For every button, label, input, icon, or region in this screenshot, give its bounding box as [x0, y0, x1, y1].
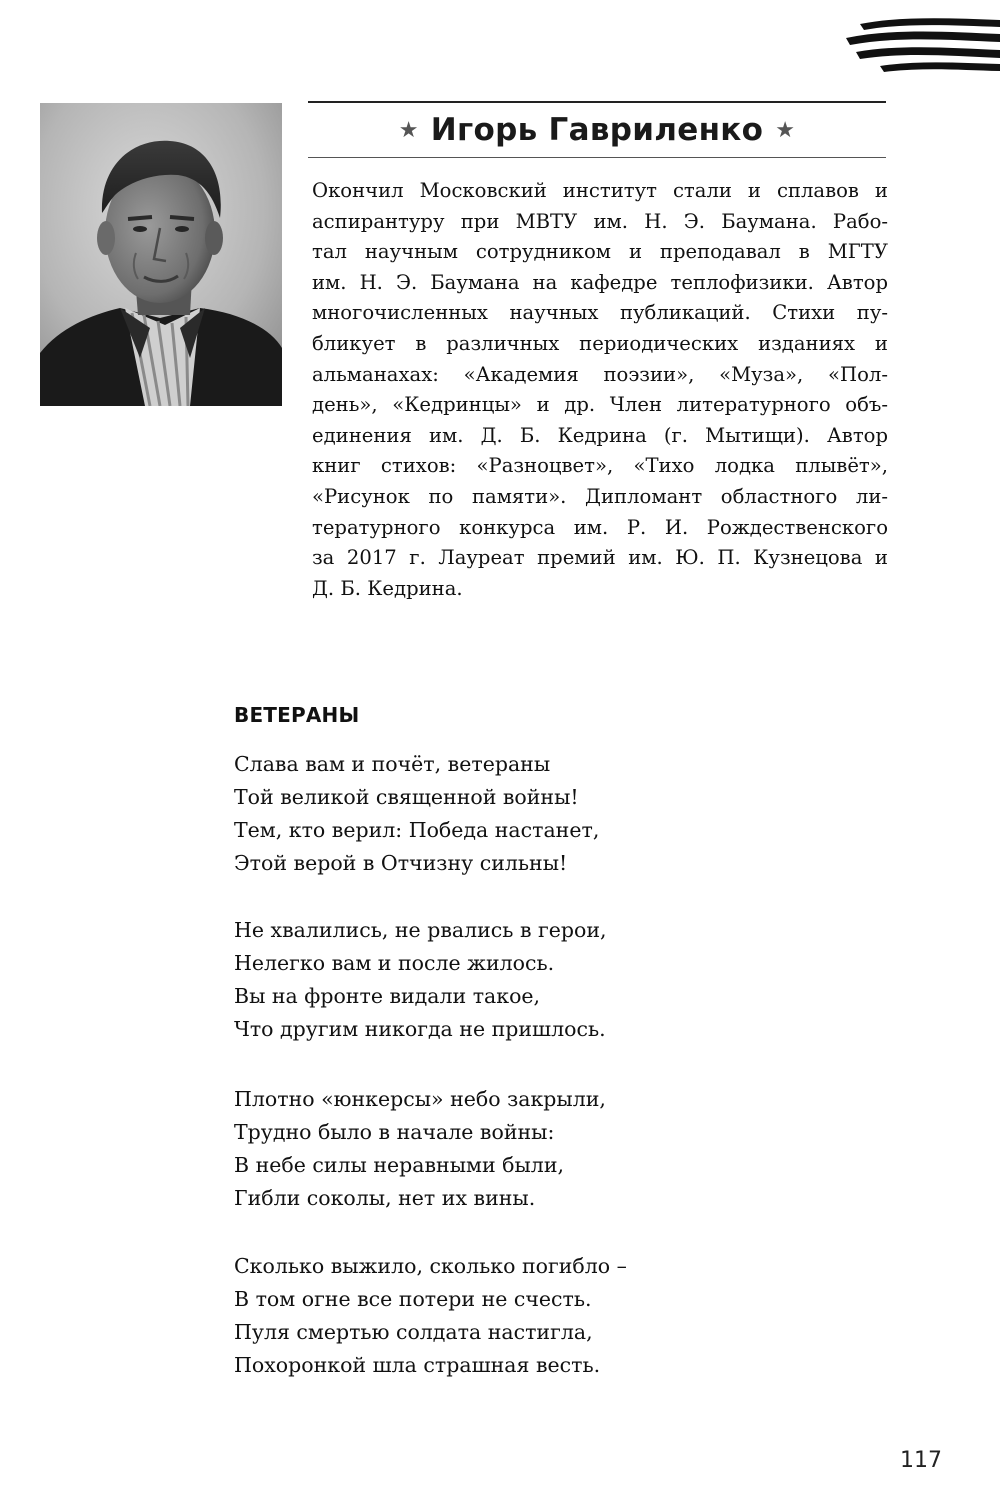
star-right-icon: ★ — [775, 117, 796, 143]
poem-line: Плотно «юнкерсы» небо закрыли, — [234, 1087, 606, 1111]
poem-stanza-1 — [234, 748, 599, 880]
bio-line: бликует в различных периодических изданиях и — [312, 331, 888, 355]
star-left-icon: ★ — [398, 117, 419, 143]
ribbon-ornament-icon — [840, 14, 1000, 84]
poem-line: В небе силы неравными были, — [234, 1153, 565, 1177]
poem-line: Что другим никогда не пришлось. — [234, 1017, 606, 1041]
bio-line: им. Н. Э. Баумана на кафедре теплофизики. Автор — [312, 270, 888, 294]
page-number: 117 — [900, 1448, 942, 1473]
bio-line: Д. Б. Кедрина. — [312, 576, 463, 600]
poem-line: В том огне все потери не счесть. — [234, 1287, 592, 1311]
bio-line: альманахах: «Академия поэзии», «Муза», «Пол- — [312, 362, 888, 386]
author-bio — [312, 176, 888, 604]
poem-line: Этой верой в Отчизну сильны! — [234, 851, 568, 875]
poem-line: Слава вам и почёт, ветераны — [234, 752, 551, 776]
poem-stanza-4 — [234, 1250, 627, 1382]
header-rule-top — [308, 101, 886, 103]
bio-line: за 2017 г. Лауреат премий им. Ю. П. Кузнецова и — [312, 546, 888, 570]
poem-line: Нелегко вам и после жилось. — [234, 951, 555, 975]
poem-stanza-3 — [234, 1083, 606, 1215]
poem-title: ВЕТЕРАНЫ — [234, 703, 360, 727]
poem-line: Гибли соколы, нет их вины. — [234, 1186, 536, 1210]
bio-line: книг стихов: «Разноцвет», «Тихо лодка плывёт», — [312, 454, 888, 478]
poem-line: Похоронкой шла страшная весть. — [234, 1353, 601, 1377]
header-rule-bottom — [308, 157, 886, 158]
bio-line: аспирантуру при МВТУ им. Н. Э. Баумана. Рабо- — [312, 209, 888, 233]
author-portrait — [40, 103, 282, 406]
bio-line: тературного конкурса им. Р. И. Рождественского — [312, 515, 888, 539]
author-name-heading — [308, 104, 886, 156]
author-name: Игорь Гавриленко — [430, 112, 764, 148]
bio-line: многочисленных научных публикаций. Стихи пу- — [312, 301, 888, 325]
poem-line: Сколько выжило, сколько погибло – — [234, 1254, 627, 1278]
poem-stanza-2 — [234, 914, 607, 1046]
poem-line: Не хвалились, не рвались в герои, — [234, 918, 607, 942]
poem-line: Трудно было в начале войны: — [234, 1120, 555, 1144]
poem-line: Тем, кто верил: Победа настанет, — [234, 818, 600, 842]
bio-line: Окончил Московский институт стали и сплавов и — [312, 179, 888, 202]
poem-line: Той великой священной войны! — [234, 785, 579, 809]
bio-line: единения им. Д. Б. Кедрина (г. Мытищи). Автор — [312, 423, 888, 447]
bio-line: «Рисунок по памяти». Дипломант областного ли- — [312, 484, 888, 508]
poem-line: Вы на фронте видали такое, — [234, 984, 541, 1008]
bio-line: тал научным сотрудником и преподавал в МГТУ — [312, 240, 888, 264]
bio-line: день», «Кедринцы» и др. Член литературного объ- — [312, 393, 888, 417]
poem-line: Пуля смертью солдата настигла, — [234, 1320, 593, 1344]
